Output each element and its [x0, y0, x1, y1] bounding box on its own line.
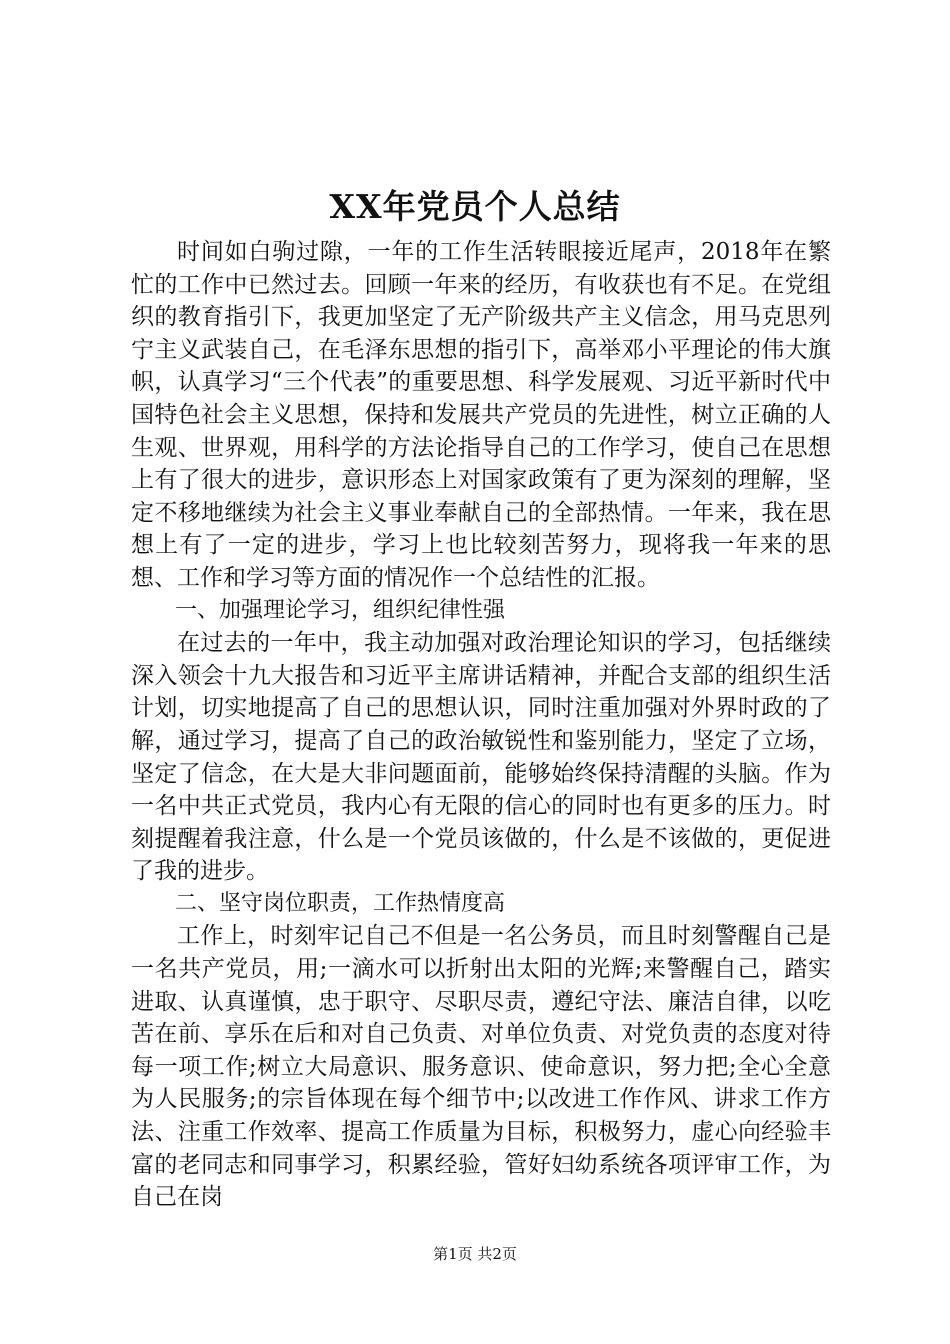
section-2-paragraph: 工作上，时刻牢记自己不但是一名公务员，而且时刻警醒自己是一名共产党员，用;一滴水可以折射出太阳的光辉;来警醒自己，踏实进取、认真谨慎，忠于职守、尽职尽责，遵纪守法、廉洁自律，以吃苦在前、享乐在后和对自己负责、对单位负责、对党负责的态度对待每一项工作;树立大局意识、服务意识、使命意识，努力把;全心全意为人民服务;的宗旨体现在每个细节中;以改进工作作风、讲求工作方法、注重工作效率、提高工作质量为目标，积极努力，虚心向经验丰富的老同志和同事学习，积累经验，管好妇幼系统各项评审工作，为自己在岗	[131, 923, 831, 1211]
page-number-footer: 第1页 共2页	[433, 1245, 517, 1263]
section-1-paragraph: 在过去的一年中，我主动加强对政治理论知识的学习，包括继续深入领会十九大报告和习近平主席讲话精神，并配合支部的组织生活计划，切实地提高了自己的思想认识，同时注重加强对外界时政的了解，通过学习，提高了自己的政治敏锐性和鉴别能力，坚定了立场，坚定了信念，在大是大非问题面前，能够始终保持清醒的头脑。作为一名中共正式党员，我内心有无限的信心的同时也有更多的压力。时刻提醒着我注意，什么是一个党员该做的，什么是不该做的，更促进了我的进步。	[131, 630, 831, 885]
intro-paragraph: 时间如白驹过隙，一年的工作生活转眼接近尾声，2018年在繁忙的工作中已然过去。回顾一年来的经历，有收获也有不足。在党组织的教育指引下，我更加坚定了无产阶级共产主义信念，用马克思列宁主义武装自己，在毛泽东思想的指引下，高举邓小平理论的伟大旗帜，认真学习“三个代表”的重要思想、科学发展观、习近平新时代中国特色社会主义思想，保持和发展共产党员的先进性，树立正确的人生观、世界观，用科学的方法论指导自己的工作学习，使自己在思想上有了很大的进步，意识形态上对国家政策有了更为深刻的理解，坚定不移地继续为社会主义事业奉献自己的全部热情。一年来，我在思想上有了一定的进步，学习上也比较刻苦努力，现将我一年来的思想、工作和学习等方面的情况作一个总结性的汇报。	[131, 239, 831, 591]
section-heading-2: 二、坚守岗位职责，工作热情度高	[175, 890, 506, 916]
document-body	[131, 236, 831, 1214]
section-heading-1: 一、加强理论学习，组织纪律性强	[175, 597, 506, 623]
document-title: XX年党员个人总结	[329, 187, 621, 226]
